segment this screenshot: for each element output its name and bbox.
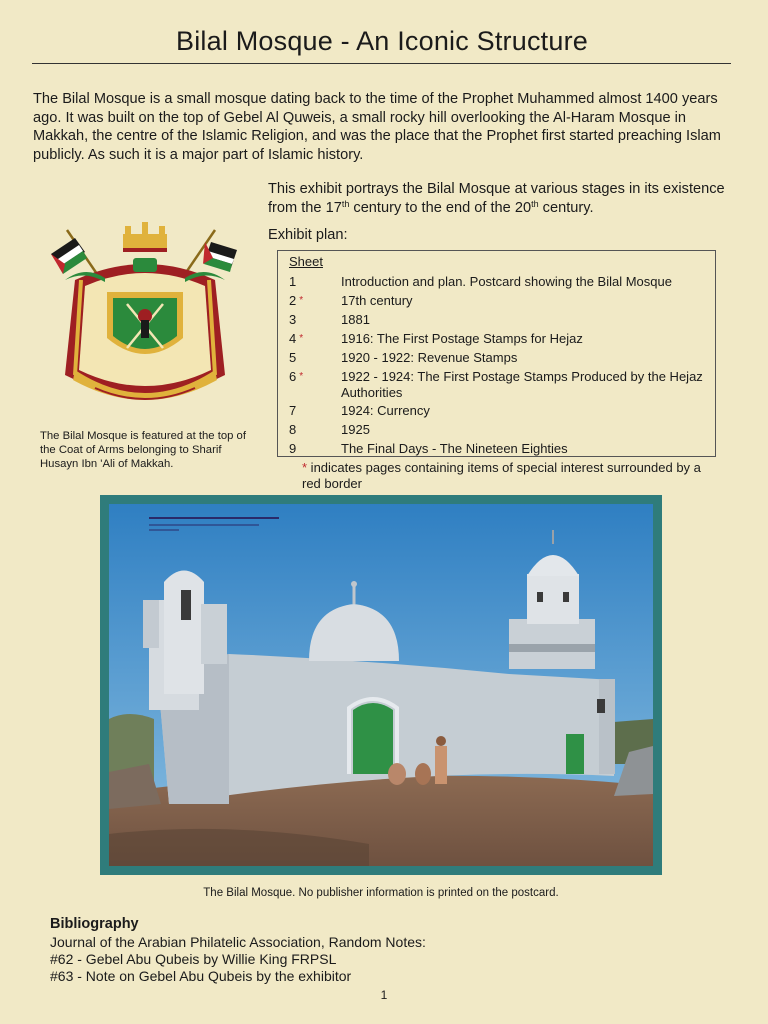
plan-sheet-description: 1924: Currency	[341, 403, 430, 418]
page-number: 1	[380, 988, 388, 1002]
postcard-frame	[100, 495, 662, 875]
legend-note	[302, 460, 722, 492]
coat-of-arms-image	[45, 220, 245, 415]
bibliography-line: #63 - Note on Gebel Abu Qubeis by the exhibitor	[50, 968, 352, 984]
bibliography-line: Journal of the Arabian Philatelic Association, Random Notes:	[50, 934, 426, 950]
star-marker: *	[299, 333, 304, 344]
plan-sheet-number: 8	[289, 422, 297, 437]
bibliography-line: #62 - Gebel Abu Qubeis by Willie King FRPSL	[50, 951, 337, 967]
plan-sheet-description: 1925	[341, 422, 370, 437]
plan-sheet-number: 1	[289, 274, 297, 289]
plan-sheet-description: 1920 - 1922: Revenue Stamps	[341, 350, 518, 365]
plan-sheet-description: 1922 - 1924: The First Postage Stamps Produced by the Hejaz Authorities	[341, 369, 703, 400]
exhibit-plan-table	[277, 250, 716, 457]
exhibit-sup2: th	[531, 198, 539, 209]
exhibit-text-part3: century.	[538, 199, 594, 216]
exhibit-plan-label: Exhibit plan:	[268, 227, 348, 243]
legend-note-text: indicates pages containing items of special interest surrounded by a red border	[302, 460, 701, 491]
plan-sheet-description: The Final Days - The Nineteen Eighties	[341, 441, 568, 456]
star-marker: *	[299, 295, 304, 306]
title-divider	[32, 63, 731, 64]
plan-sheet-number: 2 *	[289, 293, 304, 308]
plan-sheet-number: 7	[289, 403, 297, 418]
star-marker: *	[302, 460, 308, 475]
plan-sheet-number: 5	[289, 350, 297, 365]
plan-sheet-description: 1916: The First Postage Stamps for Hejaz	[341, 331, 583, 346]
exhibit-description	[268, 180, 728, 217]
plan-header-sheet: Sheet	[289, 254, 323, 269]
star-marker: *	[299, 371, 304, 382]
exhibit-text-part2: century to the end of the 20	[349, 199, 532, 216]
page-title: Bilal Mosque - An Iconic Structure	[176, 26, 588, 56]
coat-of-arms-caption: The Bilal Mosque is featured at the top of the Coat of Arms belonging to Sharif Husayn Ibn 'Ali of Makkah.	[40, 430, 246, 470]
plan-sheet-description: Introduction and plan. Postcard showing the Bilal Mosque	[341, 274, 672, 289]
exhibit-text-part1: This exhibit portrays the Bilal Mosque at various stages in its existence from the 17	[268, 181, 725, 216]
intro-paragraph: The Bilal Mosque is a small mosque dating back to the time of the Prophet Muhammed almost 1400 years ago. It was built on the top of Gebel Al Quweis, a small rocky hill overlooking the Al-Haram Mosque in Makkah, the centre of the Islamic Religion, and was the place that the Prophet first started preaching Islam publicly. As such it is a major part of Islamic history.	[33, 91, 721, 163]
plan-sheet-number: 6 *	[289, 369, 304, 384]
plan-sheet-number: 9	[289, 441, 297, 456]
exhibit-sup1: th	[341, 198, 350, 209]
plan-sheet-number: 3	[289, 312, 297, 327]
plan-sheet-description: 1881	[341, 312, 370, 327]
postcard-caption: The Bilal Mosque. No publisher information is printed on the postcard.	[203, 887, 559, 899]
bibliography-heading: Bibliography	[50, 916, 139, 932]
plan-sheet-number: 4 *	[289, 331, 304, 346]
bilal-mosque-postcard-image	[109, 504, 653, 866]
plan-sheet-description: 17th century	[341, 293, 413, 308]
